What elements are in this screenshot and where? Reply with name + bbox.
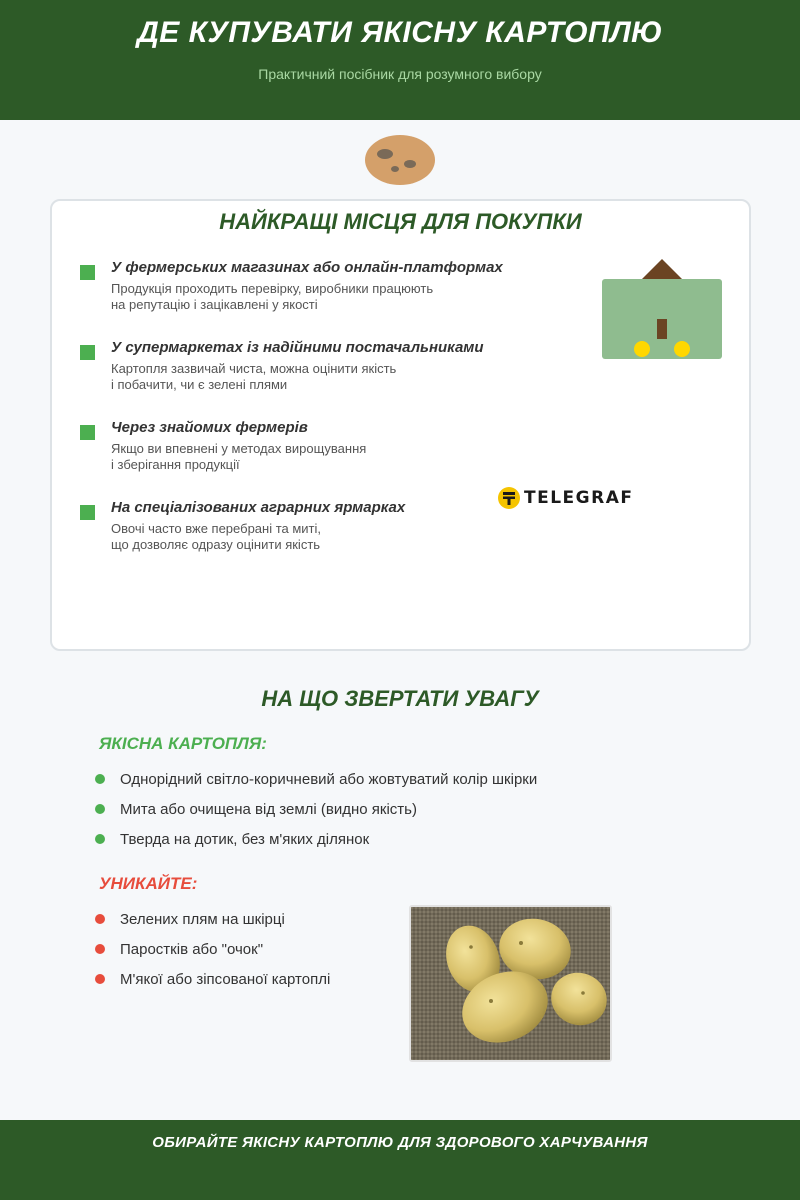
red-bullet-icon: [95, 944, 105, 954]
best-places-title: НАЙКРАЩІ МІСЦЯ ДЛЯ ПОКУПКИ: [219, 209, 582, 234]
green-bullet-icon: [95, 774, 105, 784]
attention-title: НА ЩО ЗВЕРТАТИ УВАГУ: [261, 686, 539, 711]
good-list-item: Тверда на дотик, без м'яких ділянок: [95, 829, 369, 849]
green-square-icon: [80, 345, 95, 360]
red-bullet-icon: [95, 914, 105, 924]
good-list-item: Однорідний світло-коричневий або жовтуватий колір шкірки: [95, 769, 537, 789]
telegraf-logo-text: TELEGRAF: [524, 488, 634, 508]
page-title: ДЕ КУПУВАТИ ЯКІСНУ КАРТОПЛЮ: [137, 16, 663, 49]
place-item-title: Через знайомих фермерів: [111, 419, 308, 436]
green-square-icon: [80, 265, 95, 280]
place-item-description: Картопля зазвичай чиста, можна оцінити якість і побачити, чи є зелені плями: [111, 361, 397, 392]
place-item-title: У супермаркетах із надійними постачальниками: [111, 339, 484, 356]
good-list-item: Мита або очищена від землі (видно якість): [95, 799, 417, 819]
red-bullet-icon: [95, 974, 105, 984]
place-item-description: Якщо ви впевнені у методах вирощування і зберігання продукції: [111, 441, 367, 472]
page-footer: [0, 1120, 800, 1200]
avoid-list-item: Паростків або "очок": [95, 939, 263, 959]
best-places-card: [50, 199, 751, 651]
place-item-description: Продукція проходить перевірку, виробники працюють на репутацію і зацікавлені у якості: [111, 281, 434, 312]
green-bullet-icon: [95, 834, 105, 844]
place-item-description: Овочі часто вже перебрані та миті, що дозволяє одразу оцінити якість: [111, 521, 322, 552]
footer-text: ОБИРАЙТЕ ЯКІСНУ КАРТОПЛЮ ДЛЯ ЗДОРОВОГО ХАРЧУВАННЯ: [152, 1134, 648, 1151]
place-item-title: На спеціалізованих аграрних ярмарках: [111, 499, 406, 516]
avoid-heading: УНИКАЙТЕ:: [99, 874, 198, 893]
page-subtitle: Практичний посібник для розумного вибору: [258, 66, 542, 82]
potato-icon: [364, 134, 436, 186]
green-bullet-icon: [95, 804, 105, 814]
telegraf-logo: [498, 485, 633, 511]
page-header: [0, 0, 800, 120]
place-item-title: У фермерських магазинах або онлайн-платформах: [111, 259, 503, 276]
potatoes-image: [411, 907, 610, 1060]
telegraf-logo-icon: [498, 487, 520, 509]
potatoes-photo: [409, 905, 612, 1062]
shop-icon: [601, 259, 723, 361]
green-square-icon: [80, 505, 95, 520]
avoid-list-item: М'якої або зіпсованої картоплі: [95, 969, 330, 989]
green-square-icon: [80, 425, 95, 440]
avoid-list-item: Зелених плям на шкірці: [95, 909, 285, 929]
good-potato-heading: ЯКІСНА КАРТОПЛЯ:: [99, 734, 267, 753]
